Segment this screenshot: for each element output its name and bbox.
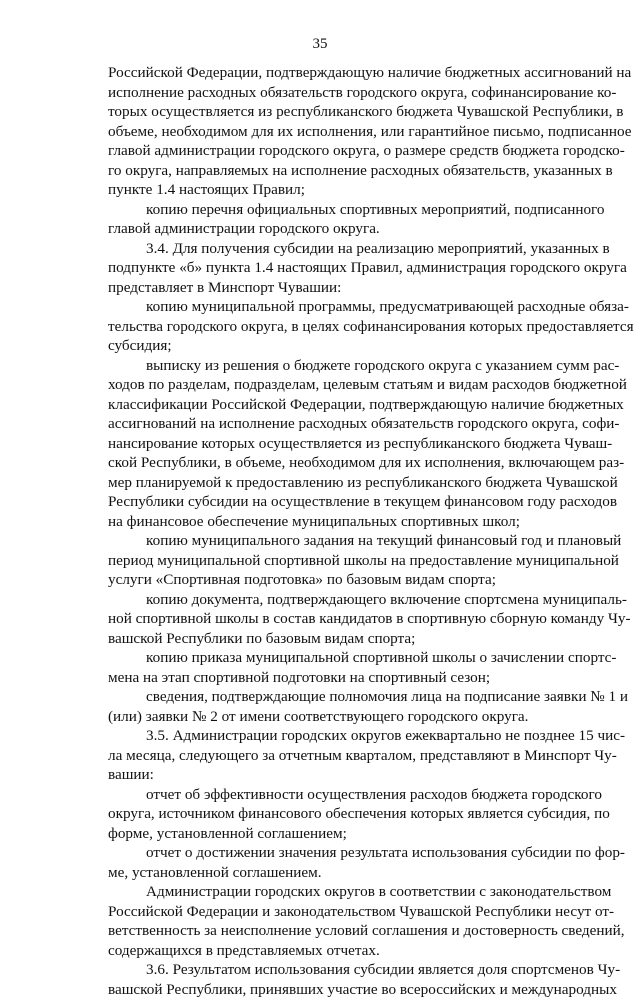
page-number: 35 (0, 36, 640, 53)
text-line: округа, источником финансового обеспечения которых является субсидия, по (108, 804, 596, 824)
text-line: копию приказа муниципальной спортивной школы о зачислении спортс- (108, 648, 596, 668)
text-line: мена на этап спортивной подготовки на спортивный сезон; (108, 668, 596, 688)
text-line: копию документа, подтверждающего включение спортсмена муниципаль- (108, 590, 596, 610)
text-line: копию перечня официальных спортивных мероприятий, подписанного (108, 200, 596, 220)
text-line: нансирование которых осуществляется из республиканского бюджета Чуваш- (108, 434, 596, 454)
text-line: вашской Республики по базовым видам спорта; (108, 629, 596, 649)
text-line: выписку из решения о бюджете городского округа с указанием сумм рас- (108, 356, 596, 376)
text-line: 3.4. Для получения субсидии на реализацию мероприятий, указанных в (108, 239, 596, 259)
text-line: ветственность за неисполнение условий соглашения и достоверность сведений, (108, 921, 596, 941)
text-line: пункте 1.4 настоящих Правил; (108, 180, 596, 200)
text-line: го округа, направляемых на исполнение расходных обязательств, указанных в (108, 161, 596, 181)
text-line: услуги «Спортивная подготовка» по базовым видам спорта; (108, 570, 596, 590)
text-line: главой администрации городского округа, о размере средств бюджета городско- (108, 141, 596, 161)
text-line: подпункте «б» пункта 1.4 настоящих Правил, администрация городского округа (108, 258, 596, 278)
text-line: 3.5. Администрации городских округов ежеквартально не позднее 15 чис- (108, 726, 596, 746)
text-line: сведения, подтверждающие полномочия лица на подписание заявки № 1 и (108, 687, 596, 707)
text-line: на финансовое обеспечение муниципальных спортивных школ; (108, 512, 596, 532)
text-line: содержащихся в представляемых отчетах. (108, 941, 596, 961)
text-line: торых осуществляется из республиканского бюджета Чувашской Республики, в (108, 102, 596, 122)
text-line: исполнение расходных обязательств городского округа, софинансирование ко- (108, 83, 596, 103)
text-line: ассигнований на исполнение расходных обязательств городского округа, софи- (108, 414, 596, 434)
text-line: (или) заявки № 2 от имени соответствующего городского округа. (108, 707, 596, 727)
text-line: ной спортивной школы в состав кандидатов в спортивную сборную команду Чу- (108, 609, 596, 629)
text-line: Российской Федерации, подтверждающую наличие бюджетных ассигнований на (108, 63, 596, 83)
text-line: Администрации городских округов в соответствии с законодательством (108, 882, 596, 902)
text-line: субсидия; (108, 336, 596, 356)
text-line: вашии: (108, 765, 596, 785)
text-line: классификации Российской Федерации, подтверждающую наличие бюджетных (108, 395, 596, 415)
text-line: отчет о достижении значения результата использования субсидии по фор- (108, 843, 596, 863)
text-line: объеме, необходимом для их исполнения, или гарантийное письмо, подписанное (108, 122, 596, 142)
text-line: главой администрации городского округа. (108, 219, 596, 239)
text-line: ходов по разделам, подразделам, целевым статьям и видам расходов бюджетной (108, 375, 596, 395)
text-line: Республики субсидии на осуществление в текущем финансовом году расходов (108, 492, 596, 512)
text-line: 3.6. Результатом использования субсидии является доля спортсменов Чу- (108, 960, 596, 980)
body-text (108, 63, 596, 999)
text-line: ме, установленной соглашением. (108, 863, 596, 883)
text-line: представляет в Минспорт Чувашии: (108, 278, 596, 298)
text-line: мер планируемой к предоставлению из республиканского бюджета Чувашской (108, 473, 596, 493)
text-line: вашской Республики, принявших участие во всероссийских и международных (108, 980, 596, 999)
text-line: ской Республики, в объеме, необходимом для их исполнения, включающем раз- (108, 453, 596, 473)
text-line: период муниципальной спортивной школы на предоставление муниципальной (108, 551, 596, 571)
text-line: тельства городского округа, в целях софинансирования которых предоставляется (108, 317, 596, 337)
text-line: форме, установленной соглашением; (108, 824, 596, 844)
text-line: отчет об эффективности осуществления расходов бюджета городского (108, 785, 596, 805)
text-line: копию муниципальной программы, предусматривающей расходные обяза- (108, 297, 596, 317)
text-line: Российской Федерации и законодательством Чувашской Республики несут от- (108, 902, 596, 922)
text-line: ла месяца, следующего за отчетным кварталом, представляют в Минспорт Чу- (108, 746, 596, 766)
text-line: копию муниципального задания на текущий финансовый год и плановый (108, 531, 596, 551)
